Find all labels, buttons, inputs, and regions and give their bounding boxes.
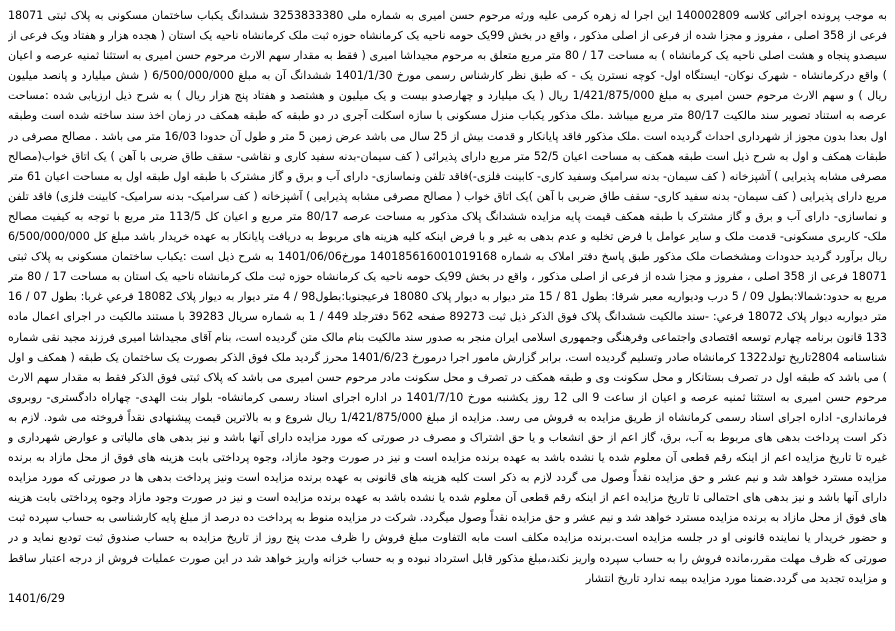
notice-body: به موجب پرونده اجرائی کلاسه 140002809 این اجرا له زهره کرمی علیه ورثه مرحوم حسن امیری به شماره ملی 3253833380 ششدانگ یکباب ساختمان مسکونی به پلاک ثبتی 18071 فرعی از 358 اصلی ، مفروز و مجزا شده از فرعی از اصلی مذکور ، واقع در بخش 99یک حومه ناحیه یک کرمانشاه حوزه ثبت ملک کرمانشاه ناحیه یک استان ( هجده هزار و هفتاد ویک فرعی از سیصدو پنجاه و هشت اصلی ناحیه یک کرمانشاه ) به مساحت 17 / 80 متر مربع متعلق به مرحوم مجیداشا امیری ( فقط به مقدار سهم الارث مرحوم حسن امیری به استثنا ثمنیه عرصه و اعیان ) واقع درکرمانشاه - شهرک نوکان- ایستگاه اول- کوچه نسترن یک - که طبق نظر کارشناس رسمی مورخ 1401/1/30 ششدانگ آن به مبلغ 6/500/000/000 ( شش میلیارد و پانصد میلیون ریال ) و سهم الارث مرحوم حسن امیری به مبلغ 1/421/875/000 ریال ( یک میلیارد و چهارصدو بیست و یک میلیون و هشتصد و هفتاد پنج هزار ریال ) به شرح ذیل ارزیابی شده :مساحت عرصه به استناد تصویر سند مالکیت 80/17 متر مربع میباشد .ملک مذکور یکباب منزل مسکونی با سازه اسکلت آجری در دو طبقه که طبقه همکف در زمان اخذ سند ساخته شده است وطبقه اول بعدا بدون مجوز از شهرداری احداث گردیده است .ملک مذکور فاقد پایانکار و قدمت بیش از 25 سال می باشد عرض زمین 5 متر و طول آن حدودا 16/03 متر می باشد . مصالح مصرفی در طبقات همکف و اول به شرح ذیل است طبقه همکف به مساحت اعیان 52/5 متر مربع دارای پذیرائی ( کف سیمان-بدنه سفید کاری و نقاشی- سقف طاق ضربی با آهن ) یک اتاق خواب(مصالح مصرفی مشابه پذیرایی ) آشپزخانه ( کف سیمان- بدنه سرامیک وسفید کاری- کابینت فلزی-)فاقد تلفن ونماسازی- دارای آب و برق و گاز مشترک با طبقه اول طبقه اول به مساحت اعیان 61 متر مربع دارای پذیرایی ( کف سیمان- بدنه سفید کاری- سقف طاق ضربی با آهن )یک اتاق خواب ( مصالح مصرفی مشابه پذیرایی ) آشپزخانه ( کف سرامیک- بدنه سرامیک- کابینت فلزی) فاقد تلفن و نماسازی- دارای آب و برق و گاز مشترک با طبقه همکف قیمت پایه مزایده ششدانگ پلاک مذکور به مساحت عرصه 80/17 متر مربع و اعیان کل 113/5 متر مربع با توجه به کیفیت مصالح ملک- کاربری مسکونی- قدمت ملک و سایر عوامل با فرض تخلیه و عدم بدهی به غیر و با فرض اینکه کلیه هزینه های مربوط به دریافت پایانکار به عهده خریدار باشد مبلغ کل 6/500/000/000 ریال برآورد گردید حدودات ومشخصات ملک مذکور طبق پاسخ دفتر املاک به شماره 140185616001019168 مورخ1401/06/06 به شرح ذیل است :یکباب ساختمان مسکونی به پلاک ثبتی 18071 فرعی از 358 اصلی ، مفروز و مجزا شده از فرعی از اصلی مذکور ، واقع در بخش 99یک حومه ناحیه یک کرمانشاه حوزه ثبت ملک کرمانشاه ناحیه یک استان به مساحت 17 / 80 متر مربع به حدود:شمالا:بطول 09 / 5 درب وديواريه معبر شرقا: بطول 81 / 15 متر ديوار به ديوار پلاک 18080 فرعيجنوبا:بطول98 / 4 متر ديوار به ديوار پلاک 18082 فرعي غربا: بطول 07 / 16 متر ديواربه ديوار پلاک 18072 فرعي: -سند مالکيت ششدانگ پلاک فوق الذکر ذيل ثبت 89273 صفحه 562 دفترجلد 449 / 1 به شماره سريال 39283 با مستند مالکيت در اجرای اعمال ماده 133 قانون برنامه چهارم توسعه اقتصادی واجتماعی وفرهنگی وجمهوری اسلامی ایران منجر به صدور سند مالکیت بنام مالک متن گردیده است، بنام آقای مجیداشا امیری فرزند مجید نقی شماره شناسنامه 2804تاریخ تولد1322 کرمانشاه صادر وتسلیم گردیده است. برابر گزارش مامور اجرا درمورخ 1401/6/23 محرز گردید ملک فوق الذکر بصورت یک ساختمان یک طبقه ( همکف و اول ) می باشد که طبقه اول در تصرف بستانکار و محل سکونت وی و طبقه همکف در تصرف و محل سکونت مادر مرحوم حسن امیری می باشد که پلاک ثبتی فوق الذکر فقط به مقدار سهم الارث مرحوم حسن امیری به استثنا ثمنیه عرصه و اعیان از ساعت 9 الی 12 روز یکشنبه مورخ 1401/7/10 در اداره اجرای اسناد رسمی کرمانشاه- بلوار بنت الهدی- چهاراه دادگستری- روبروی فرمانداری- اداره اجرای اسناد رسمی کرمانشاه از طریق مزایده به فروش می رسد. مزایده از مبلغ 1/421/875/000 ریال شروع و به بالاترین قیمت پیشنهادی نقداً فروخته می شود. لازم به ذکر است پرداخت بدهی های مربوط به آب، برق، گاز اعم از حق انشعاب و یا حق اشتراک و مصرف در صورتی که مورد مزایده دارای آنها باشد و نیز بدهی های مالیاتی و عوارض شهرداری و غیره تا تاریخ مزایده اعم از اینکه رقم قطعی آن معلوم شده یا نشده باشد به عهده برنده مزایده است و نیز در صورت وجود مازاد، وجوه پرداختی بابت هزینه های فوق از محل مازاد به برنده مزایده مسترد خواهد شد و نیم عشر و حق مزایده نقداً وصول می گردد لازم به ذکر است کلیه هزینه های قانونی به عهده برنده مزایده است ونیز پرداخت بدهی ها در صورتی که مورد مزایده دارای آنها باشد و نیز بدهی های احتمالی تا تاریخ مزایده اعم از اینکه رقم قطعی آن معلوم شده یا نشده باشد به عهده برنده مزایده است و نیز در صورت وجود مازاد وجوه پرداختی بابت هزینه های فوق از محل مازاد به برنده مزایده مسترد خواهد شد و نیم عشر و حق مزایده نقداً وصول میگردد. شرکت در مزایده منوط به پرداخت ده درصد از مبلغ پایه کارشناسی به حساب سپرده ثبت و حضور خریدار یا نماینده قانونی او در جلسه مزایده است.برنده مزایده مکلف است مابه التفاوت مبلغ فروش را ظرف مدت پنج روز از تاریخ مزایده به حساب صندوق ثبت تودیع نماید و در صورتی که ظرف مهلت مقرر،مانده فروش را به حساب سپرده واریز نکند،مبلغ مذکور قابل استرداد نبوده و به حساب خزانه واریز خواهد شد در این صورت عملیات فروش از درجه اعتبار ساقط و مزایده تجدید می گردد.ضمنا مورد مزایده بیمه ندارد تاریخ انتشار xyxy=(8,9,887,585)
auction-notice xyxy=(8,6,887,627)
publication-date: 1401/6/29 xyxy=(8,591,65,605)
